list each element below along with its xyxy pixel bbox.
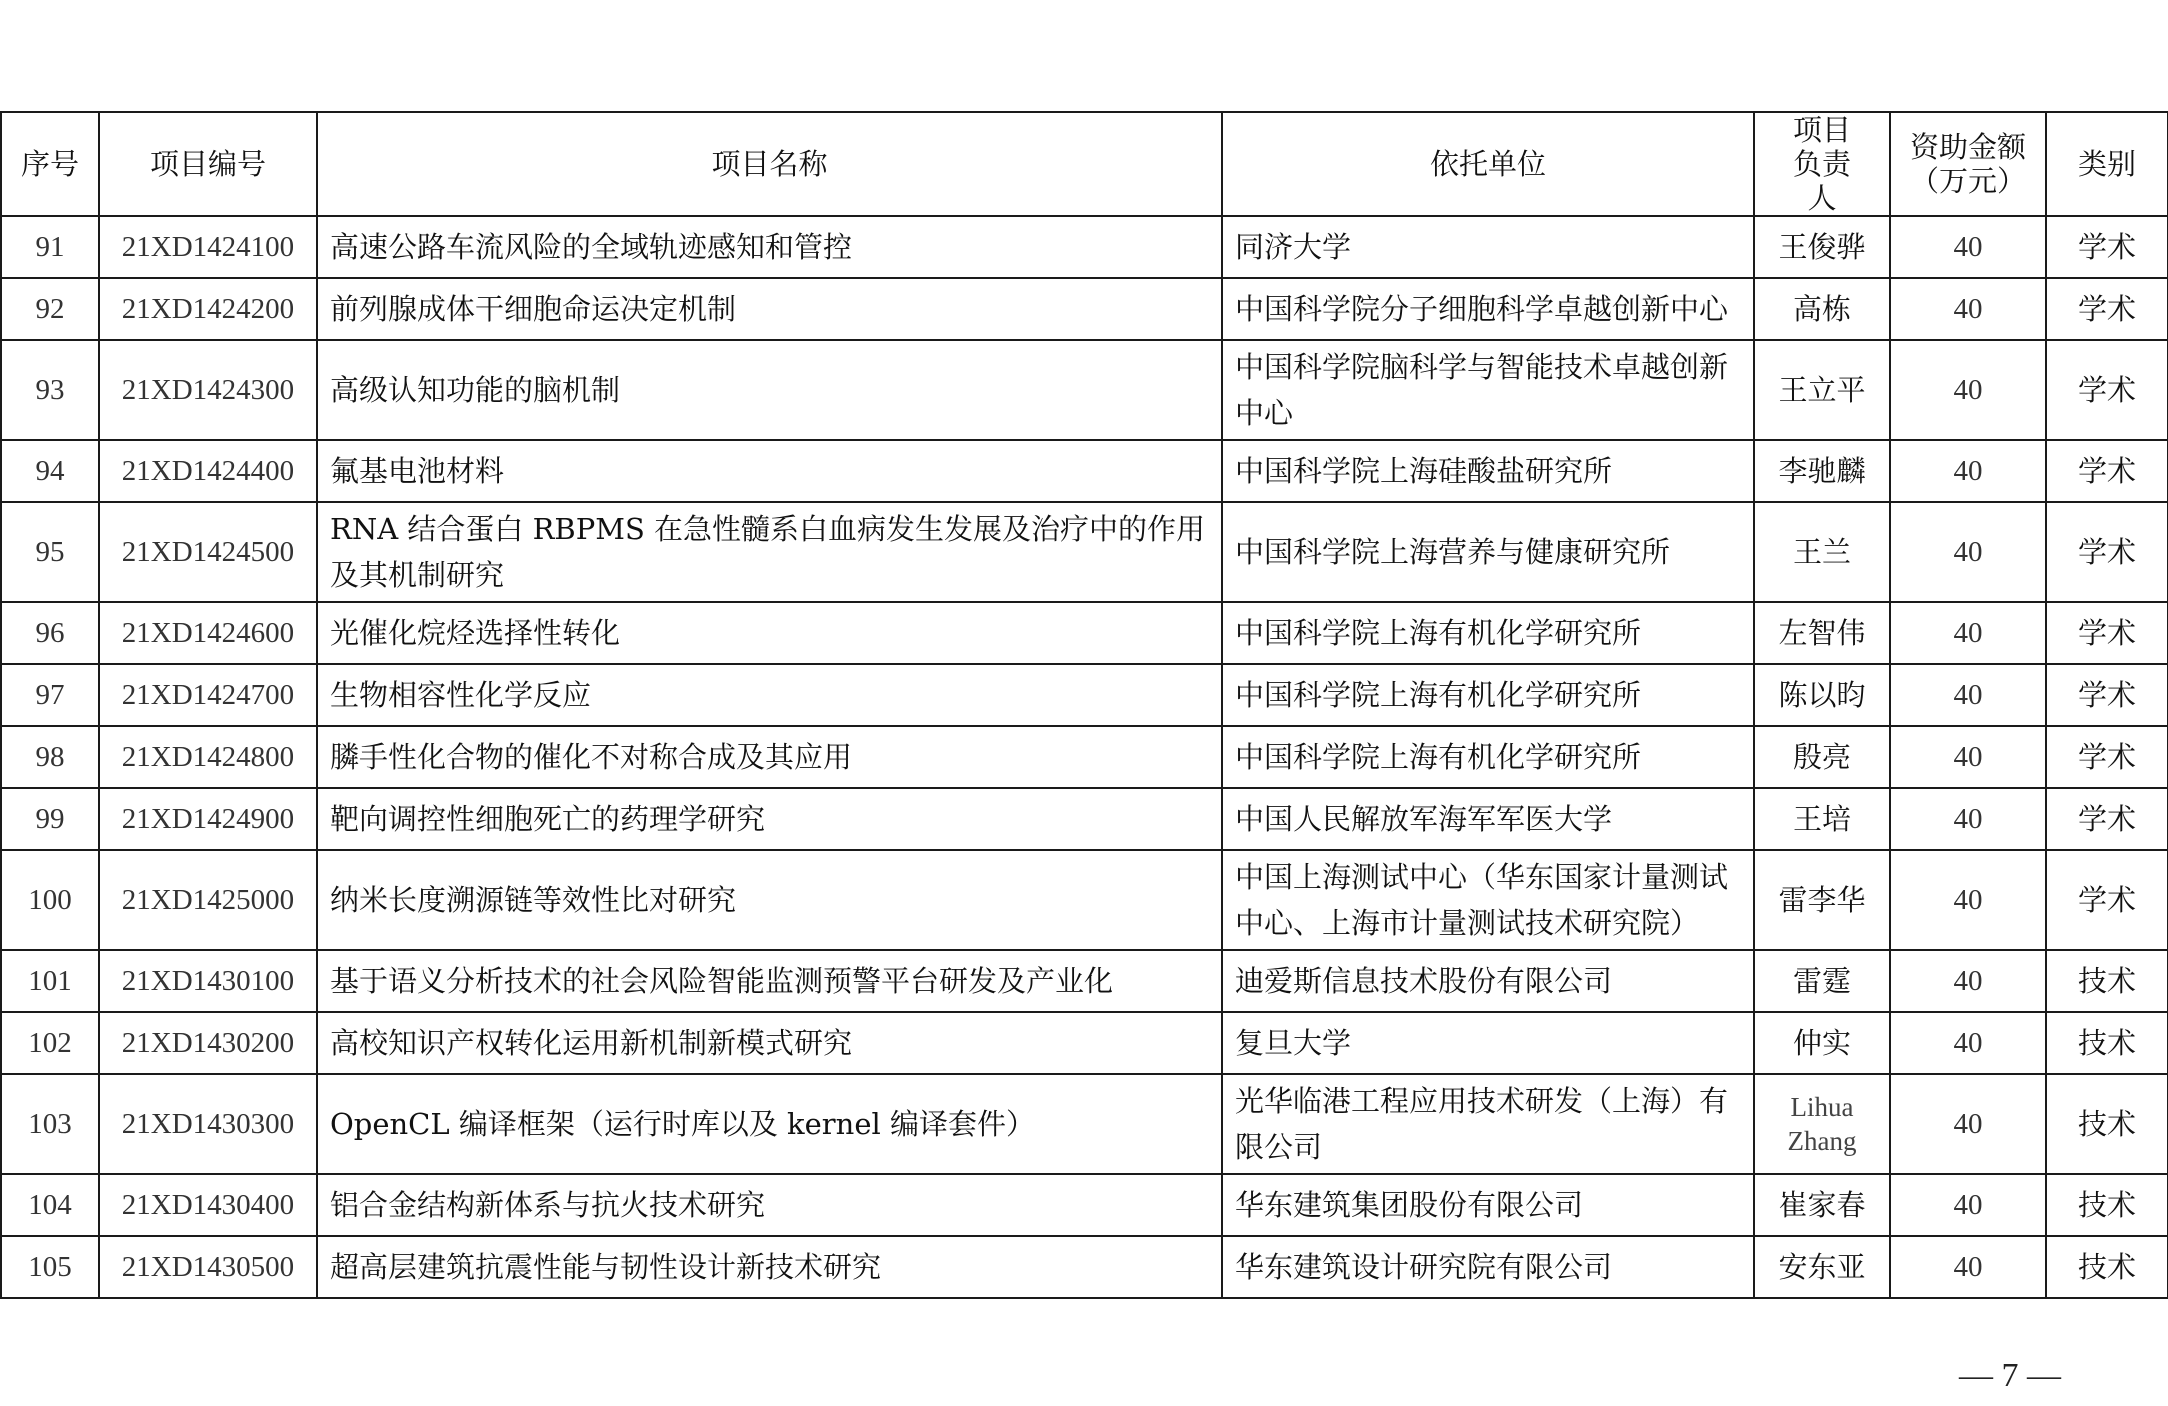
row-type: 学术 bbox=[2046, 502, 2168, 602]
row-code: 21XD1430100 bbox=[99, 950, 317, 1012]
row-seq: 105 bbox=[1, 1236, 99, 1298]
row-unit: 复旦大学 bbox=[1222, 1012, 1754, 1074]
row-project-name: 光催化烷烃选择性转化 bbox=[317, 602, 1222, 664]
row-person: 雷李华 bbox=[1754, 850, 1890, 950]
row-code: 21XD1424500 bbox=[99, 502, 317, 602]
row-seq: 94 bbox=[1, 440, 99, 502]
row-type: 学术 bbox=[2046, 664, 2168, 726]
row-code: 21XD1425000 bbox=[99, 850, 317, 950]
row-project-name: 靶向调控性细胞死亡的药理学研究 bbox=[317, 788, 1222, 850]
row-type: 学术 bbox=[2046, 278, 2168, 340]
row-code: 21XD1430400 bbox=[99, 1174, 317, 1236]
page-number: — 7 — bbox=[1959, 1357, 2061, 1394]
row-project-name: 氟基电池材料 bbox=[317, 440, 1222, 502]
table-row bbox=[1, 726, 2168, 788]
row-unit: 中国科学院脑科学与智能技术卓越创新中心 bbox=[1222, 340, 1754, 440]
project-table bbox=[0, 111, 2168, 1299]
table-row bbox=[1, 440, 2168, 502]
row-amount: 40 bbox=[1890, 1012, 2046, 1074]
row-seq: 104 bbox=[1, 1174, 99, 1236]
table-row bbox=[1, 850, 2168, 950]
table-row bbox=[1, 216, 2168, 278]
row-project-name: 纳米长度溯源链等效性比对研究 bbox=[317, 850, 1222, 950]
row-code: 21XD1430200 bbox=[99, 1012, 317, 1074]
row-project-name: 前列腺成体干细胞命运决定机制 bbox=[317, 278, 1222, 340]
row-type: 技术 bbox=[2046, 1074, 2168, 1174]
header-name: 项目名称 bbox=[317, 112, 1222, 216]
row-amount: 40 bbox=[1890, 1174, 2046, 1236]
row-amount: 40 bbox=[1890, 602, 2046, 664]
row-amount: 40 bbox=[1890, 1236, 2046, 1298]
row-project-name: 铝合金结构新体系与抗火技术研究 bbox=[317, 1174, 1222, 1236]
header-amount bbox=[1890, 112, 2046, 216]
row-person: 王立平 bbox=[1754, 340, 1890, 440]
row-type: 技术 bbox=[2046, 1012, 2168, 1074]
row-code: 21XD1430500 bbox=[99, 1236, 317, 1298]
row-person: 王俊骅 bbox=[1754, 216, 1890, 278]
row-person: 李驰麟 bbox=[1754, 440, 1890, 502]
row-code: 21XD1424300 bbox=[99, 340, 317, 440]
row-unit: 迪爱斯信息技术股份有限公司 bbox=[1222, 950, 1754, 1012]
row-person: 陈以昀 bbox=[1754, 664, 1890, 726]
row-code: 21XD1424400 bbox=[99, 440, 317, 502]
row-project-name: 超高层建筑抗震性能与韧性设计新技术研究 bbox=[317, 1236, 1222, 1298]
table-body bbox=[1, 216, 2168, 1298]
row-seq: 102 bbox=[1, 1012, 99, 1074]
row-seq: 96 bbox=[1, 602, 99, 664]
row-unit: 中国科学院上海有机化学研究所 bbox=[1222, 602, 1754, 664]
row-project-name: RNA 结合蛋白 RBPMS 在急性髓系白血病发生发展及治疗中的作用及其机制研究 bbox=[317, 502, 1222, 602]
row-amount: 40 bbox=[1890, 1074, 2046, 1174]
row-amount: 40 bbox=[1890, 726, 2046, 788]
row-amount: 40 bbox=[1890, 340, 2046, 440]
row-type: 学术 bbox=[2046, 216, 2168, 278]
row-code: 21XD1430300 bbox=[99, 1074, 317, 1174]
row-amount: 40 bbox=[1890, 440, 2046, 502]
row-person: 仲实 bbox=[1754, 1012, 1890, 1074]
row-unit: 中国科学院上海营养与健康研究所 bbox=[1222, 502, 1754, 602]
row-seq: 99 bbox=[1, 788, 99, 850]
header-unit: 依托单位 bbox=[1222, 112, 1754, 216]
row-amount: 40 bbox=[1890, 278, 2046, 340]
header-seq: 序号 bbox=[1, 112, 99, 216]
row-person: 左智伟 bbox=[1754, 602, 1890, 664]
row-project-name: 基于语义分析技术的社会风险智能监测预警平台研发及产业化 bbox=[317, 950, 1222, 1012]
table-header bbox=[1, 112, 2168, 216]
row-unit: 华东建筑集团股份有限公司 bbox=[1222, 1174, 1754, 1236]
row-amount: 40 bbox=[1890, 788, 2046, 850]
row-amount: 40 bbox=[1890, 664, 2046, 726]
row-person: 高栋 bbox=[1754, 278, 1890, 340]
row-amount: 40 bbox=[1890, 950, 2046, 1012]
table-row bbox=[1, 278, 2168, 340]
header-person-label: 项目负责人 bbox=[1792, 113, 1851, 215]
table-row bbox=[1, 502, 2168, 602]
row-type: 学术 bbox=[2046, 850, 2168, 950]
row-seq: 93 bbox=[1, 340, 99, 440]
table-row bbox=[1, 788, 2168, 850]
row-unit: 光华临港工程应用技术研发（上海）有限公司 bbox=[1222, 1074, 1754, 1174]
row-project-name: OpenCL 编译框架（运行时库以及 kernel 编译套件） bbox=[317, 1074, 1222, 1174]
table-row bbox=[1, 1236, 2168, 1298]
row-project-name: 高校知识产权转化运用新机制新模式研究 bbox=[317, 1012, 1222, 1074]
row-type: 技术 bbox=[2046, 1236, 2168, 1298]
row-unit: 华东建筑设计研究院有限公司 bbox=[1222, 1236, 1754, 1298]
row-unit: 中国科学院上海有机化学研究所 bbox=[1222, 664, 1754, 726]
row-unit: 中国人民解放军海军军医大学 bbox=[1222, 788, 1754, 850]
row-unit: 中国科学院上海有机化学研究所 bbox=[1222, 726, 1754, 788]
row-person: 崔家春 bbox=[1754, 1174, 1890, 1236]
row-seq: 103 bbox=[1, 1074, 99, 1174]
row-code: 21XD1424800 bbox=[99, 726, 317, 788]
row-seq: 97 bbox=[1, 664, 99, 726]
row-seq: 98 bbox=[1, 726, 99, 788]
row-code: 21XD1424700 bbox=[99, 664, 317, 726]
row-person: 王培 bbox=[1754, 788, 1890, 850]
header-amount-label: 资助金额（万元） bbox=[1909, 130, 2026, 198]
row-seq: 95 bbox=[1, 502, 99, 602]
row-person: 安东亚 bbox=[1754, 1236, 1890, 1298]
row-person: Lihua Zhang bbox=[1754, 1074, 1890, 1174]
row-type: 学术 bbox=[2046, 602, 2168, 664]
row-code: 21XD1424900 bbox=[99, 788, 317, 850]
row-amount: 40 bbox=[1890, 850, 2046, 950]
row-amount: 40 bbox=[1890, 216, 2046, 278]
row-seq: 92 bbox=[1, 278, 99, 340]
row-type: 学术 bbox=[2046, 726, 2168, 788]
row-code: 21XD1424600 bbox=[99, 602, 317, 664]
row-unit: 中国科学院分子细胞科学卓越创新中心 bbox=[1222, 278, 1754, 340]
row-person: 殷亮 bbox=[1754, 726, 1890, 788]
row-unit: 中国科学院上海硅酸盐研究所 bbox=[1222, 440, 1754, 502]
row-type: 学术 bbox=[2046, 340, 2168, 440]
table-row bbox=[1, 950, 2168, 1012]
row-unit: 同济大学 bbox=[1222, 216, 1754, 278]
row-type: 学术 bbox=[2046, 440, 2168, 502]
table-row bbox=[1, 340, 2168, 440]
row-type: 技术 bbox=[2046, 1174, 2168, 1236]
table-row bbox=[1, 1012, 2168, 1074]
row-type: 学术 bbox=[2046, 788, 2168, 850]
row-person: 雷霆 bbox=[1754, 950, 1890, 1012]
table-row bbox=[1, 1074, 2168, 1174]
row-amount: 40 bbox=[1890, 502, 2046, 602]
row-code: 21XD1424200 bbox=[99, 278, 317, 340]
header-code: 项目编号 bbox=[99, 112, 317, 216]
table-row bbox=[1, 664, 2168, 726]
table-row bbox=[1, 602, 2168, 664]
row-project-name: 生物相容性化学反应 bbox=[317, 664, 1222, 726]
row-person: 王兰 bbox=[1754, 502, 1890, 602]
row-type: 技术 bbox=[2046, 950, 2168, 1012]
row-project-name: 高级认知功能的脑机制 bbox=[317, 340, 1222, 440]
row-unit: 中国上海测试中心（华东国家计量测试中心、上海市计量测试技术研究院） bbox=[1222, 850, 1754, 950]
row-project-name: 高速公路车流风险的全域轨迹感知和管控 bbox=[317, 216, 1222, 278]
row-seq: 91 bbox=[1, 216, 99, 278]
row-seq: 101 bbox=[1, 950, 99, 1012]
header-person bbox=[1754, 112, 1890, 216]
row-project-name: 膦手性化合物的催化不对称合成及其应用 bbox=[317, 726, 1222, 788]
table-row bbox=[1, 1174, 2168, 1236]
header-type: 类别 bbox=[2046, 112, 2168, 216]
row-code: 21XD1424100 bbox=[99, 216, 317, 278]
row-seq: 100 bbox=[1, 850, 99, 950]
